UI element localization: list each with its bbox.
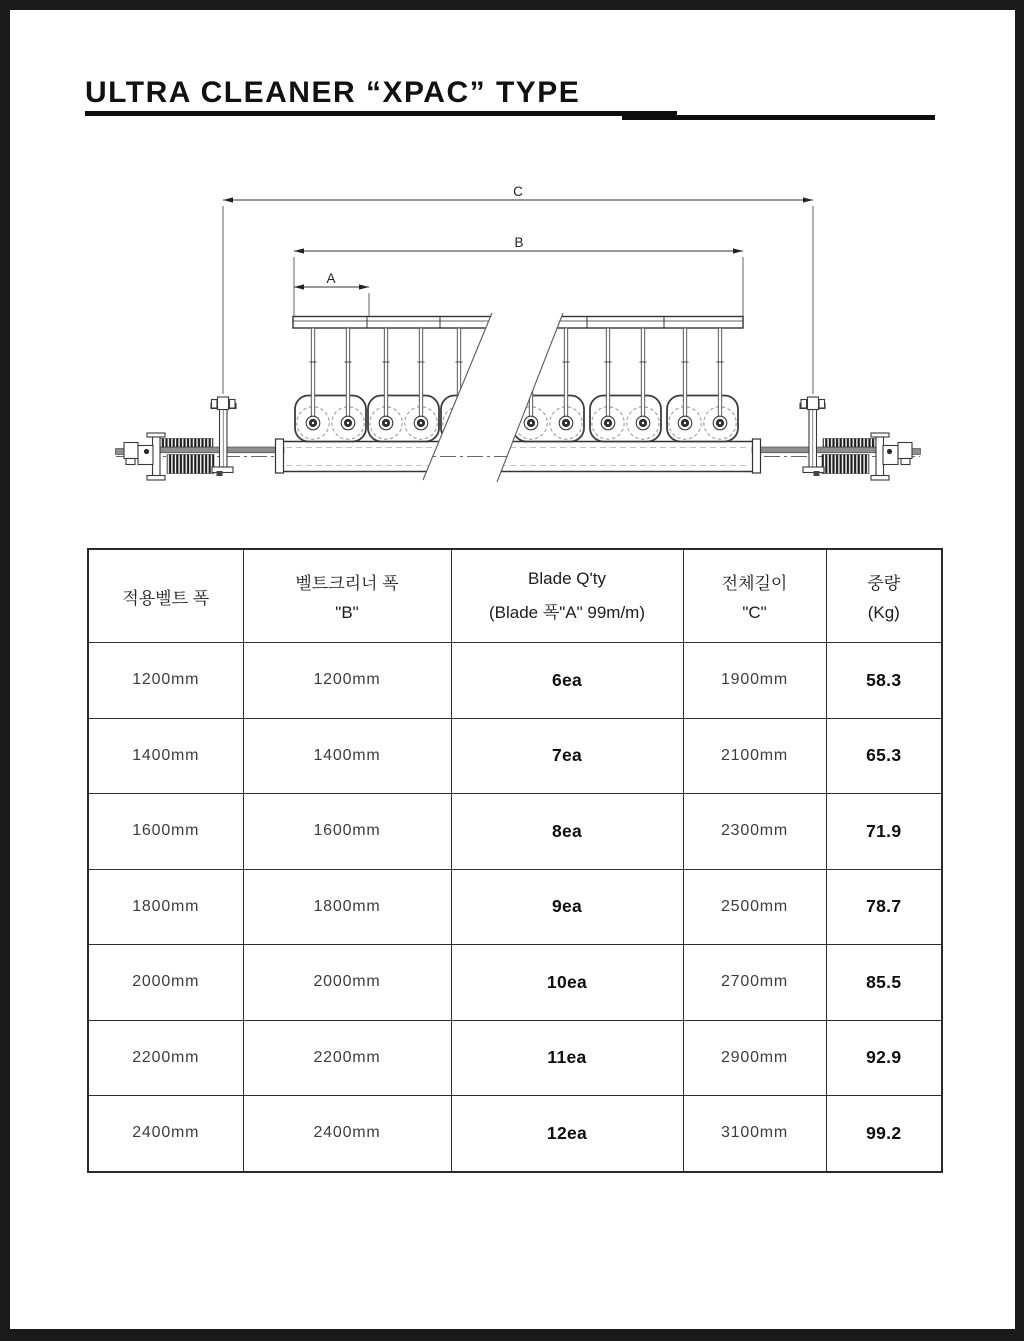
- cell-cleaner-width: 1400mm: [243, 718, 451, 794]
- cell-belt-width: 1400mm: [88, 718, 243, 794]
- cell-cleaner-width: 2000mm: [243, 945, 451, 1021]
- table-row: [88, 945, 942, 1021]
- cell-total-length: 3100mm: [683, 1096, 826, 1172]
- cell-blade-qty: 7ea: [451, 718, 683, 794]
- cell-blade-qty: 9ea: [451, 869, 683, 945]
- cell-total-length: 2900mm: [683, 1020, 826, 1096]
- page-title: ULTRA CLEANER “XPAC” TYPE: [85, 76, 581, 109]
- blade-assembly-right: [496, 317, 753, 472]
- end-assembly-left: [116, 397, 285, 480]
- cell-belt-width: 1600mm: [88, 794, 243, 870]
- cell-blade-qty: 6ea: [451, 643, 683, 719]
- cell-weight: 99.2: [826, 1096, 942, 1172]
- end-assembly-right: [752, 397, 921, 480]
- table-row: [88, 1096, 942, 1172]
- cell-cleaner-width: 2200mm: [243, 1020, 451, 1096]
- dim-label-c: C: [513, 184, 523, 199]
- cell-blade-qty: 12ea: [451, 1096, 683, 1172]
- table-row: [88, 643, 942, 719]
- header-row: [88, 549, 942, 643]
- cell-cleaner-width: 1600mm: [243, 794, 451, 870]
- col-header-belt-width: 적용벨트 폭: [88, 549, 243, 643]
- blade-assembly-left: [283, 317, 528, 472]
- dim-label-a: A: [326, 271, 336, 286]
- cell-belt-width: 2400mm: [88, 1096, 243, 1172]
- cell-total-length: 2700mm: [683, 945, 826, 1021]
- cell-blade-qty: 10ea: [451, 945, 683, 1021]
- cell-total-length: 1900mm: [683, 643, 826, 719]
- spec-table: [87, 548, 943, 1173]
- dim-label-b: B: [514, 235, 524, 250]
- cell-belt-width: 1200mm: [88, 643, 243, 719]
- cell-weight: 71.9: [826, 794, 942, 870]
- cell-belt-width: 2200mm: [88, 1020, 243, 1096]
- col-header-blade-qty: Blade Q'ty (Blade 폭"A" 99m/m): [451, 549, 683, 643]
- table-row: [88, 869, 942, 945]
- table-row: [88, 794, 942, 870]
- cell-cleaner-width: 1800mm: [243, 869, 451, 945]
- cell-total-length: 2500mm: [683, 869, 826, 945]
- cell-weight: 65.3: [826, 718, 942, 794]
- cell-weight: 58.3: [826, 643, 942, 719]
- cell-blade-qty: 11ea: [451, 1020, 683, 1096]
- cell-total-length: 2300mm: [683, 794, 826, 870]
- dimension-a: [294, 271, 369, 316]
- cell-belt-width: 1800mm: [88, 869, 243, 945]
- table-row: [88, 1020, 942, 1096]
- cell-blade-qty: 8ea: [451, 794, 683, 870]
- cell-belt-width: 2000mm: [88, 945, 243, 1021]
- cell-weight: 78.7: [826, 869, 942, 945]
- col-header-weight: 중량 (Kg): [826, 549, 942, 643]
- cell-cleaner-width: 1200mm: [243, 643, 451, 719]
- technical-drawing: [10, 10, 1024, 530]
- table-row: [88, 718, 942, 794]
- col-header-cleaner-width: 벨트크리너 폭 "B": [243, 549, 451, 643]
- cell-weight: 85.5: [826, 945, 942, 1021]
- col-header-total-length: 전체길이 "C": [683, 549, 826, 643]
- dimension-b: [294, 235, 743, 316]
- cell-weight: 92.9: [826, 1020, 942, 1096]
- cell-total-length: 2100mm: [683, 718, 826, 794]
- cell-cleaner-width: 2400mm: [243, 1096, 451, 1172]
